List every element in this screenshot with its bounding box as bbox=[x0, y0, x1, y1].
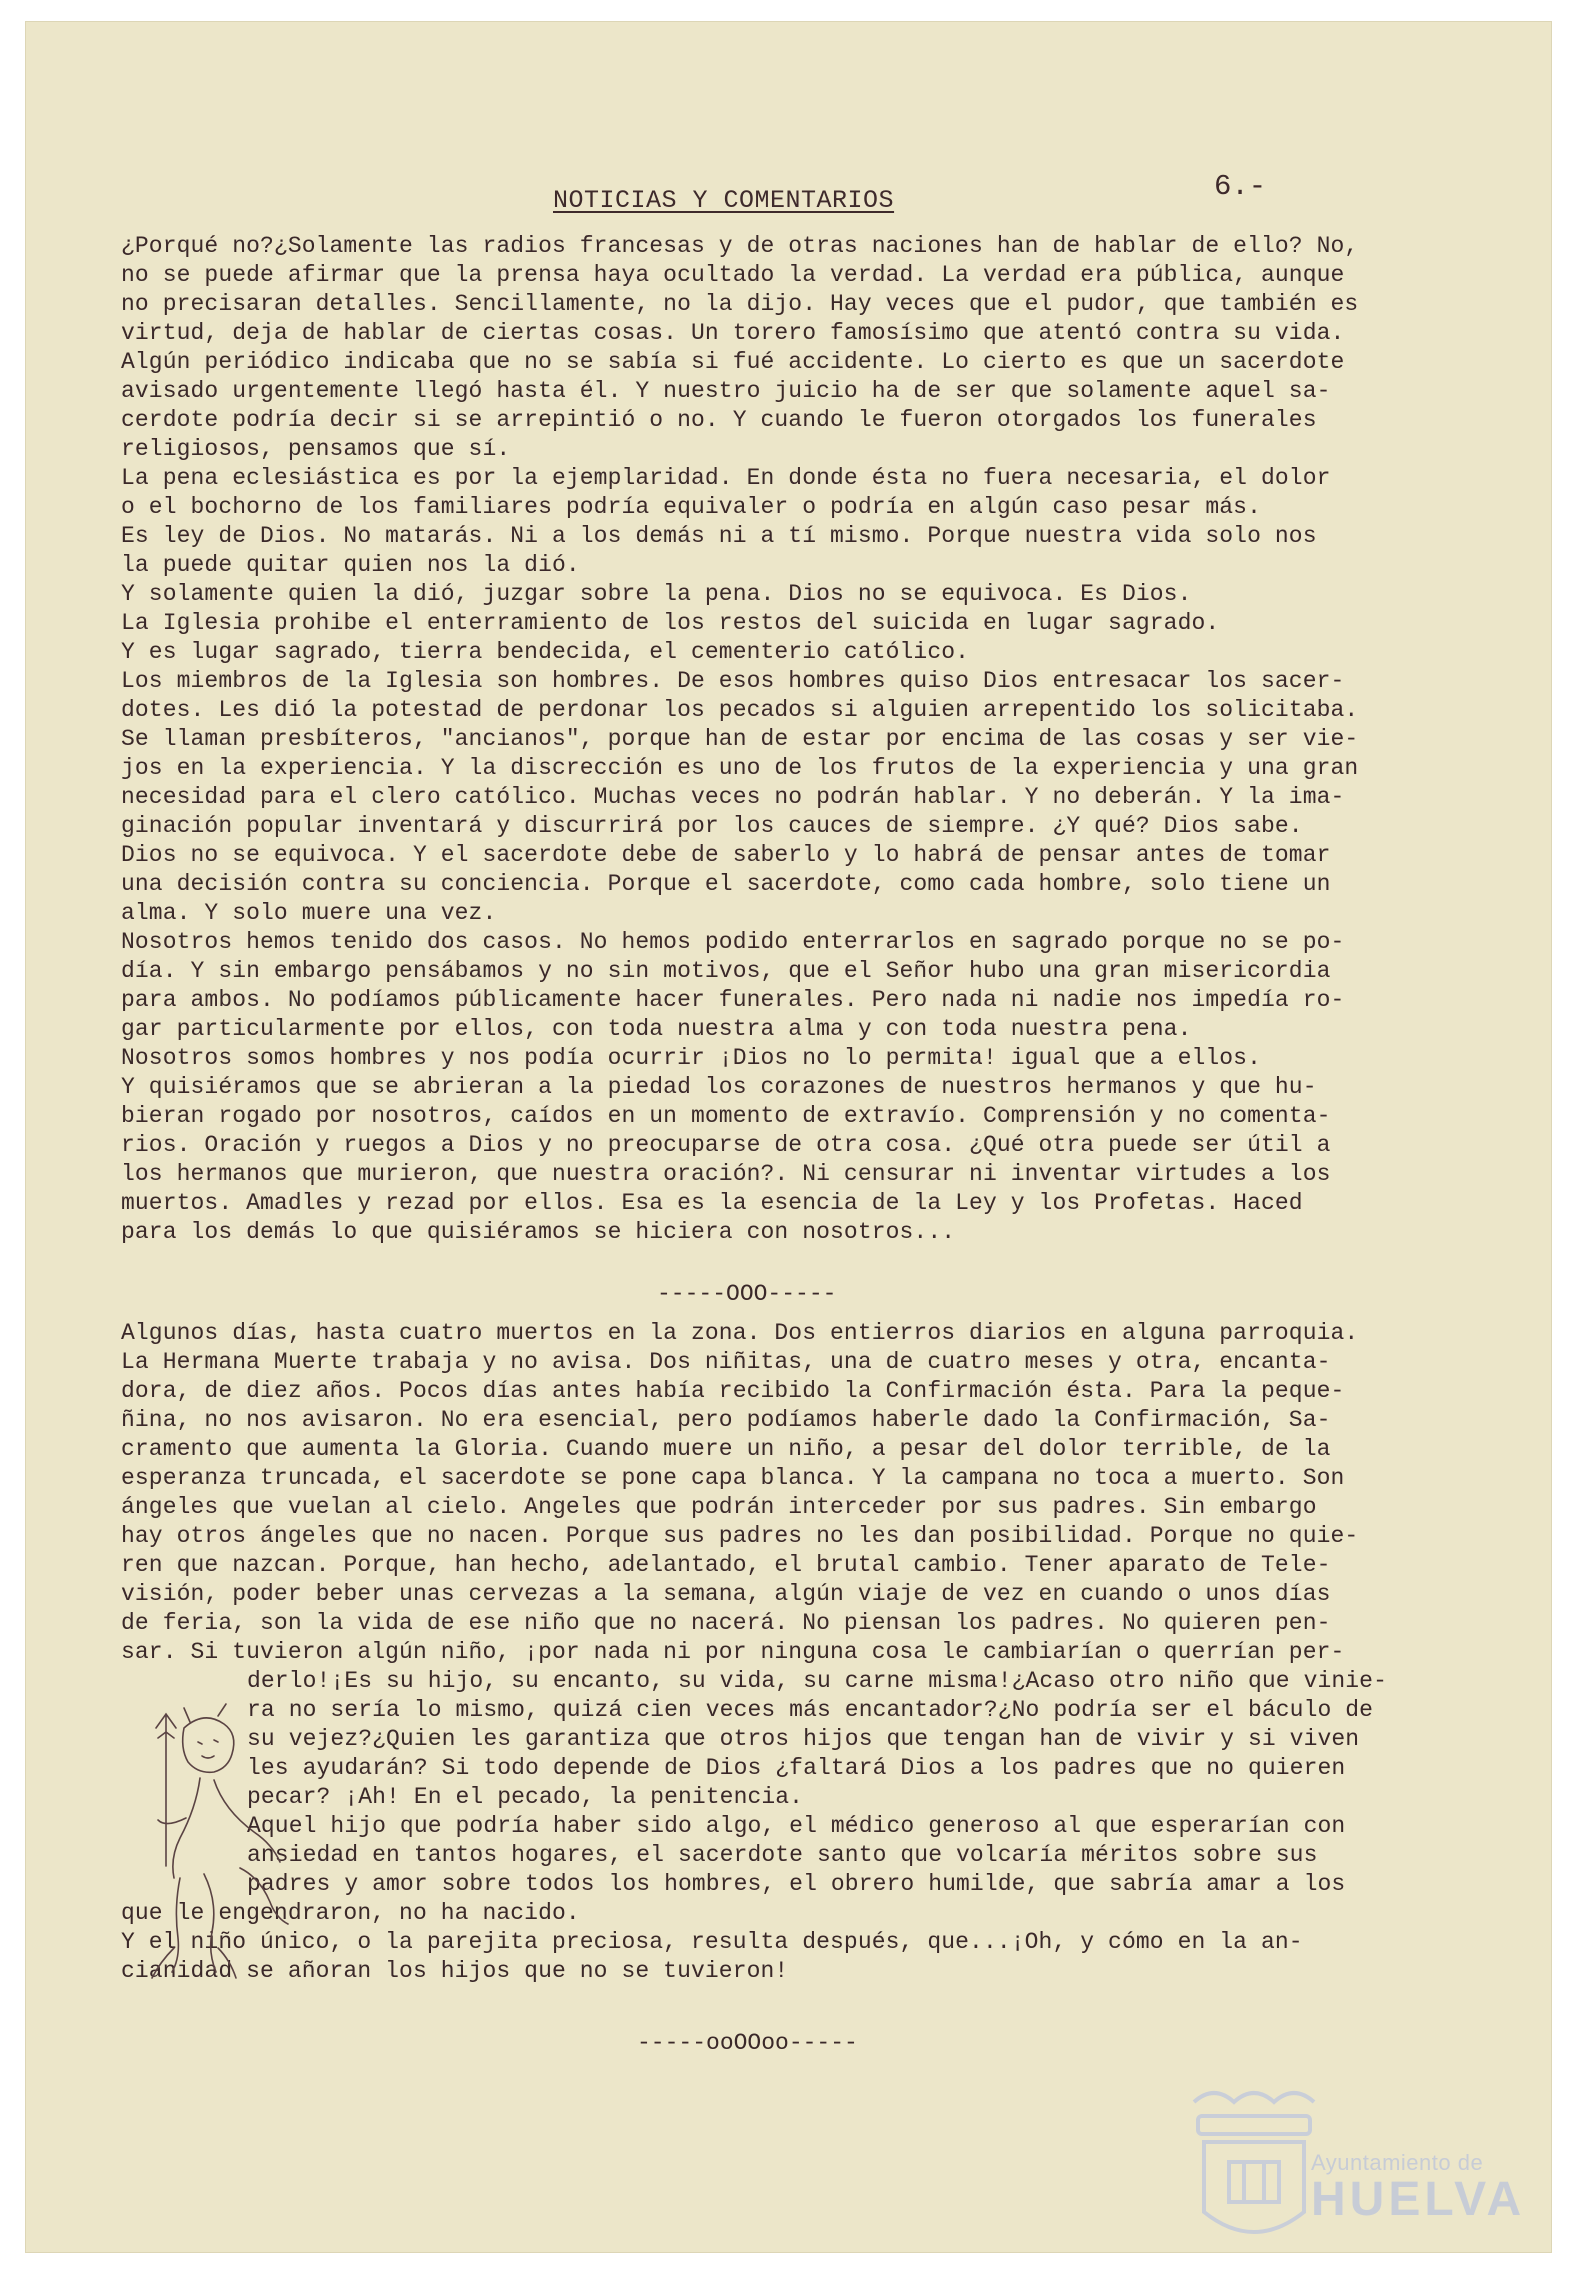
section-2-text bbox=[121, 1319, 1451, 1986]
text-line: Es ley de Dios. No matarás. Ni a los demás ni a tí mismo. Porque nuestra vida solo nos bbox=[121, 523, 1317, 549]
separator-2: -----ooOOoo----- bbox=[637, 2030, 858, 2056]
text-line: Se llaman presbíteros, "ancianos", porque han de estar por encima de las cosas y ser vie- bbox=[121, 726, 1359, 752]
text-line: les ayudarán? Si todo depende de Dios ¿faltará Dios a los padres que no quieren bbox=[247, 1755, 1346, 1781]
text-line: cerdote podría decir si se arrepintió o no. Y cuando le fueron otorgados los funerales bbox=[121, 407, 1317, 433]
page-title: NOTICIAS Y COMENTARIOS bbox=[553, 186, 895, 215]
text-line: ¿Porqué no?¿Solamente las radios francesas y de otras naciones han de hablar de ello? No, bbox=[121, 233, 1359, 259]
text-line: o el bochorno de los familiares podría equivaler o podría en algún caso pesar más. bbox=[121, 494, 1261, 520]
text-line: Nosotros hemos tenido dos casos. No hemos podido enterrarlos en sagrado porque no se po- bbox=[121, 929, 1345, 955]
text-line: Algunos días, hasta cuatro muertos en la zona. Dos entierros diarios en alguna parroquia. bbox=[121, 1320, 1359, 1346]
text-line: padres y amor sobre todos los hombres, el obrero humilde, que sabría amar a los bbox=[247, 1871, 1346, 1897]
text-line: Y quisiéramos que se abrieran a la piedad los corazones de nuestros hermanos y que hu- bbox=[121, 1074, 1317, 1100]
text-line: Algún periódico indicaba que no se sabía si fué accidente. Lo cierto es que un sacerdote bbox=[121, 349, 1345, 375]
text-line: Nosotros somos hombres y nos podía ocurrir ¡Dios no lo permita! igual que a ellos. bbox=[121, 1045, 1261, 1071]
text-line: su vejez?¿Quien les garantiza que otros hijos que tengan han de vivir y si viven bbox=[247, 1726, 1360, 1752]
text-line: la puede quitar quien nos la dió. bbox=[121, 552, 580, 578]
text-line: hay otros ángeles que no nacen. Porque sus padres no les dan posibilidad. Porque no quie- bbox=[121, 1523, 1359, 1549]
text-line: una decisión contra su conciencia. Porque el sacerdote, como cada hombre, solo tiene un bbox=[121, 871, 1331, 897]
text-line: bieran rogado por nosotros, caídos en un momento de extravío. Comprensión y no comenta- bbox=[121, 1103, 1331, 1129]
text-line: Los miembros de la Iglesia son hombres. De esos hombres quiso Dios entresacar los sacer- bbox=[121, 668, 1345, 694]
text-line: virtud, deja de hablar de ciertas cosas. Un torero famosísimo que atentó contra su vida. bbox=[121, 320, 1345, 346]
text-line: jos en la experiencia. Y la discrección es uno de los frutos de la experiencia y una gran bbox=[121, 755, 1359, 781]
text-line: cianidad se añoran los hijos que no se tuvieron! bbox=[121, 1958, 789, 1984]
text-line: Y es lugar sagrado, tierra bendecida, el cementerio católico. bbox=[121, 639, 970, 665]
text-line: Y solamente quien la dió, juzgar sobre la pena. Dios no se equivoca. Es Dios. bbox=[121, 581, 1192, 607]
text-line: ginación popular inventará y discurrirá por los cauces de siempre. ¿Y qué? Dios sabe. bbox=[121, 813, 1303, 839]
text-line: dora, de diez años. Pocos días antes había recibido la Confirmación ésta. Para la peque- bbox=[121, 1378, 1345, 1404]
text-line: La Hermana Muerte trabaja y no avisa. Dos niñitas, una de cuatro meses y otra, encanta- bbox=[121, 1349, 1331, 1375]
text-line: gar particularmente por ellos, con toda nuestra alma y con toda nuestra pena. bbox=[121, 1016, 1192, 1042]
text-line: Dios no se equivoca. Y el sacerdote debe de saberlo y lo habrá de pensar antes de tomar bbox=[121, 842, 1331, 868]
text-line: día. Y sin embargo pensábamos y no sin motivos, que el Señor hubo una gran misericordia bbox=[121, 958, 1331, 984]
text-line: Aquel hijo que podría haber sido algo, el médico generoso al que esperarían con bbox=[247, 1813, 1346, 1839]
text-line: no se puede afirmar que la prensa haya ocultado la verdad. La verdad era pública, aunque bbox=[121, 262, 1345, 288]
text-line: que le engendraron, no ha nacido. bbox=[121, 1900, 580, 1926]
text-line: Y el niño único, o la parejita preciosa, resulta después, que...¡Oh, y cómo en la an- bbox=[121, 1929, 1303, 1955]
text-line: muertos. Amadles y rezad por ellos. Esa es la esencia de la Ley y los Profetas. Haced bbox=[121, 1190, 1303, 1216]
text-line: pecar? ¡Ah! En el pecado, la penitencia. bbox=[247, 1784, 804, 1810]
separator-1: -----OOO----- bbox=[657, 1281, 837, 1307]
section-1-text bbox=[121, 232, 1451, 1247]
watermark-text-huelva: HUELVA bbox=[1311, 2173, 1526, 2226]
text-line: religiosos, pensamos que sí. bbox=[121, 436, 511, 462]
text-line: derlo!¡Es su hijo, su encanto, su vida, su carne misma!¿Acaso otro niño que vinie- bbox=[247, 1668, 1387, 1694]
watermark-text-ayuntamiento: Ayuntamiento de bbox=[1311, 2150, 1484, 2175]
text-line: ra no sería lo mismo, quizá cien veces más encantador?¿No podría ser el báculo de bbox=[247, 1697, 1374, 1723]
text-line: para ambos. No podíamos públicamente hacer funerales. Pero nada ni nadie nos impedía ro- bbox=[121, 987, 1345, 1013]
text-line: ansiedad en tantos hogares, el sacerdote santo que volcaría méritos sobre sus bbox=[247, 1842, 1318, 1868]
text-line: de feria, son la vida de ese niño que no nacerá. No piensan los padres. No quieren pen- bbox=[121, 1610, 1331, 1636]
text-line: ángeles que vuelan al cielo. Angeles que podrán interceder por sus padres. Sin embargo bbox=[121, 1494, 1317, 1520]
text-line: esperanza truncada, el sacerdote se pone capa blanca. Y la campana no toca a muerto. Son bbox=[121, 1465, 1345, 1491]
text-line: ñina, no nos avisaron. No era esencial, pero podíamos haberle dado la Confirmación, Sa- bbox=[121, 1407, 1331, 1433]
text-line: sar. Si tuvieron algún niño, ¡por nada ni por ninguna cosa le cambiarían o querrían per- bbox=[121, 1639, 1345, 1665]
text-line: alma. Y solo muere una vez. bbox=[121, 900, 497, 926]
text-line: La pena eclesiástica es por la ejemplaridad. En donde ésta no fuera necesaria, el dolor bbox=[121, 465, 1331, 491]
text-line: dotes. Les dió la potestad de perdonar los pecados si alguien arrepentido los solicitaba. bbox=[121, 697, 1359, 723]
page-number: 6.- bbox=[1214, 170, 1267, 203]
text-line: cramento que aumenta la Gloria. Cuando muere un niño, a pesar del dolor terrible, de la bbox=[121, 1436, 1331, 1462]
text-line: para los demás lo que quisiéramos se hiciera con nosotros... bbox=[121, 1219, 956, 1245]
text-line: visión, poder beber unas cervezas a la semana, algún viaje de vez en cuando o unos días bbox=[121, 1581, 1331, 1607]
text-line: ren que nazcan. Porque, han hecho, adelantado, el brutal cambio. Tener aparato de Tele- bbox=[121, 1552, 1331, 1578]
text-line: no precisaran detalles. Sencillamente, no la dijo. Hay veces que el pudor, que también es bbox=[121, 291, 1359, 317]
document-page bbox=[26, 22, 1551, 2252]
text-line: avisado urgentemente llegó hasta él. Y nuestro juicio ha de ser que solamente aquel sa- bbox=[121, 378, 1331, 404]
text-line: necesidad para el clero católico. Muchas veces no podrán hablar. Y no deberán. Y la ima- bbox=[121, 784, 1345, 810]
text-line: rios. Oración y ruegos a Dios y no preocuparse de otra cosa. ¿Qué otra puede ser útil a bbox=[121, 1132, 1331, 1158]
text-line: los hermanos que murieron, que nuestra oración?. Ni censurar ni inventar virtudes a los bbox=[121, 1161, 1331, 1187]
text-line: La Iglesia prohibe el enterramiento de los restos del suicida en lugar sagrado. bbox=[121, 610, 1220, 636]
devil-sketch-illustration bbox=[144, 1698, 294, 1988]
